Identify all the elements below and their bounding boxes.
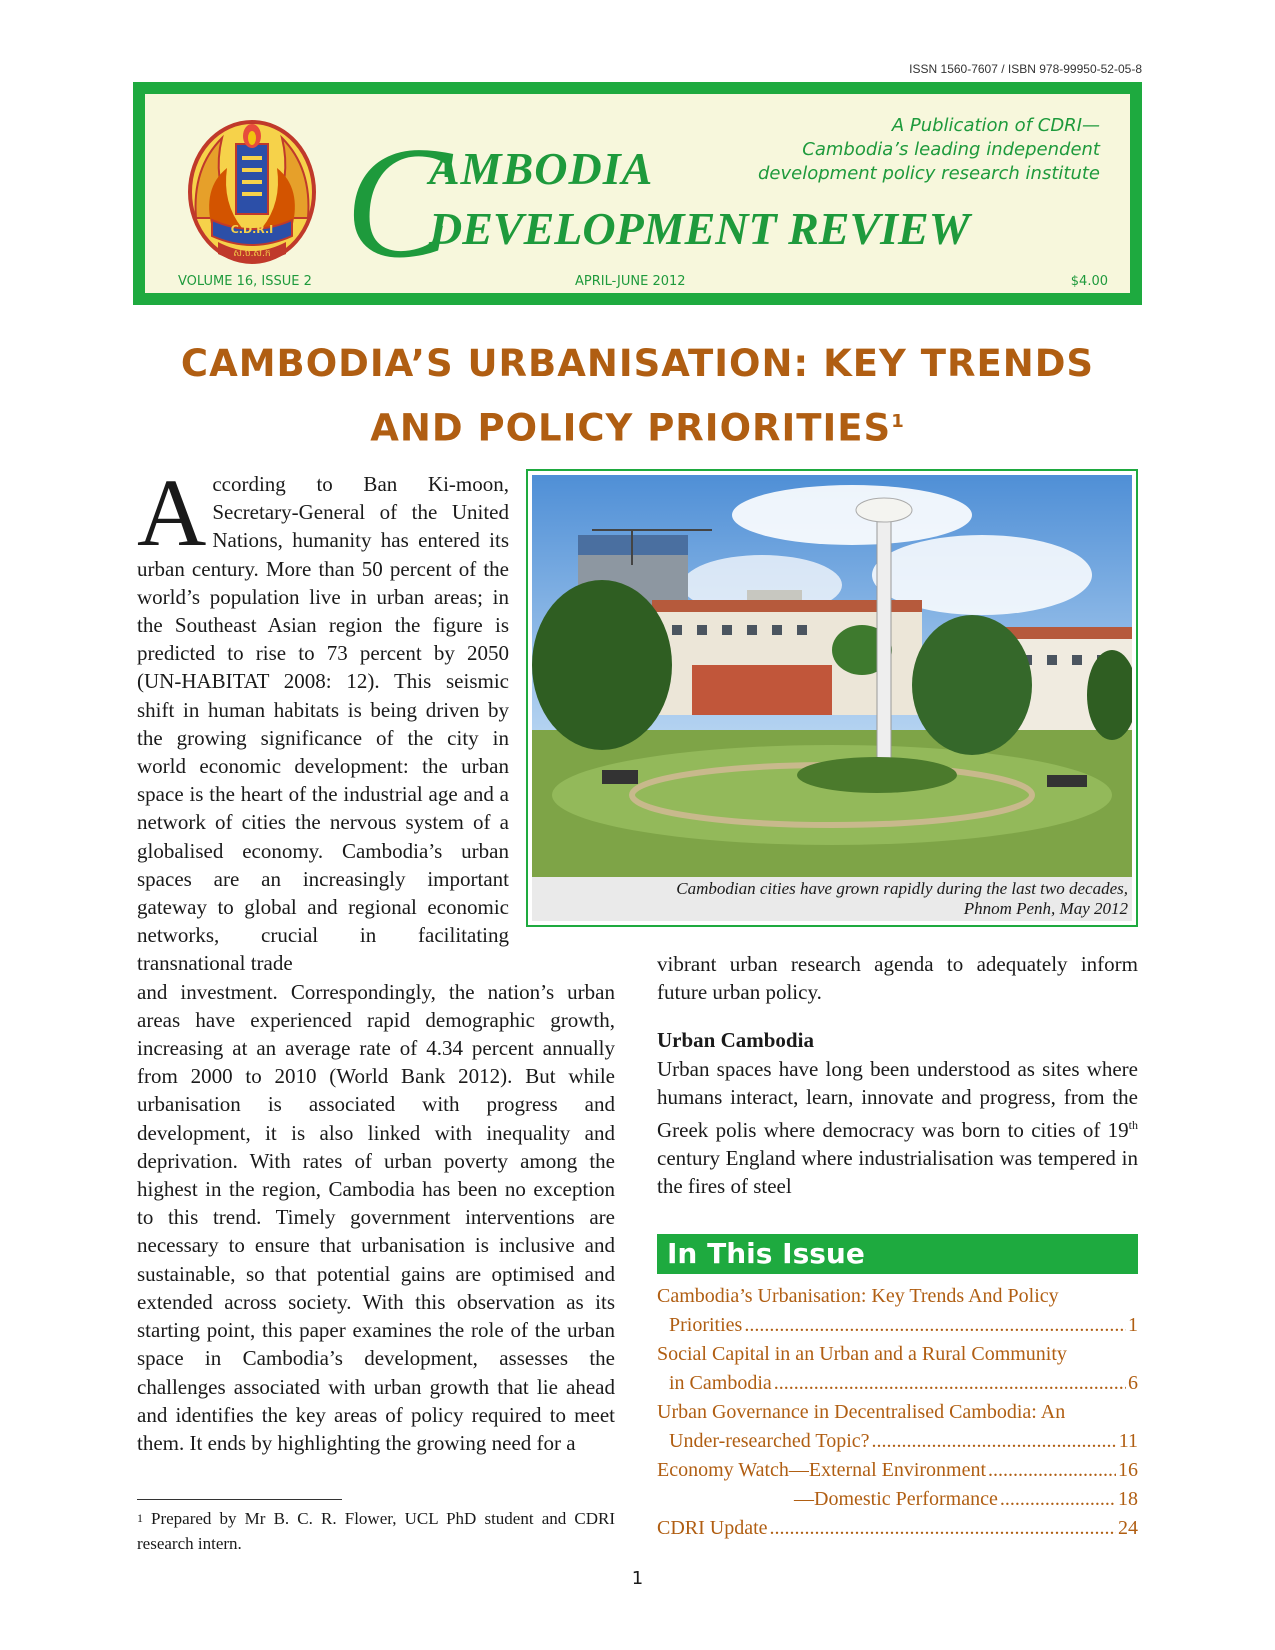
section-heading: Urban Cambodia bbox=[657, 1028, 814, 1053]
masthead bbox=[133, 82, 1142, 305]
toc-page: 11 bbox=[1118, 1430, 1138, 1452]
toc-leader bbox=[770, 1514, 1116, 1543]
toc-item[interactable] bbox=[657, 1514, 1138, 1543]
title-line-1: AMBODIA bbox=[429, 143, 654, 194]
toc-leader bbox=[1000, 1485, 1116, 1514]
section-text-a: Urban spaces have long been understood as sites where humans interact, learn, innovate and progress, from the Greek polis where democracy was born to cities of 19 bbox=[657, 1056, 1138, 1143]
toc-page: 18 bbox=[1118, 1488, 1138, 1510]
toc-page: 1 bbox=[1128, 1314, 1138, 1336]
photo-caption bbox=[532, 877, 1132, 921]
volume-issue: VOLUME 16, ISSUE 2 bbox=[178, 274, 312, 289]
tagline-line: development policy research institute bbox=[758, 163, 1100, 184]
issn-isbn: ISSN 1560-7607 / ISBN 978-99950-52-05-8 bbox=[909, 62, 1142, 76]
logo-text: C.D.R.I bbox=[230, 223, 274, 236]
toc-title: Economy Watch—External Environment bbox=[657, 1459, 987, 1481]
toc-line-1: Urban Governance in Decentralised Cambodia: An bbox=[657, 1401, 1066, 1423]
tagline-line: Cambodia’s leading independent bbox=[802, 139, 1100, 160]
article-paragraph-cont: vibrant urban research agenda to adequately inform future urban policy. bbox=[657, 952, 1138, 1005]
cdri-logo-icon bbox=[182, 108, 322, 268]
toc-leader bbox=[872, 1427, 1117, 1456]
toc-leader bbox=[988, 1456, 1116, 1485]
toc-line-1: Social Capital in an Urban and a Rural Community bbox=[657, 1343, 1067, 1365]
headline-line-1: CAMBODIA’S URBANISATION: KEY TRENDS bbox=[180, 342, 1095, 385]
toc-leader bbox=[774, 1369, 1126, 1398]
headline-line-2-text: AND POLICY PRIORITIES bbox=[370, 406, 892, 450]
drop-cap: A bbox=[137, 459, 207, 566]
section-text-b: century England where industrialisation was tempered in the fires of steel bbox=[657, 1146, 1138, 1199]
publication-tagline bbox=[758, 114, 1100, 186]
in-this-issue-box bbox=[657, 1234, 1138, 1543]
toc-title: Under-researched Topic? bbox=[669, 1430, 870, 1452]
article-photo bbox=[526, 469, 1138, 927]
footnote-mark: 1 bbox=[137, 1511, 143, 1525]
title-initial: C bbox=[345, 113, 452, 291]
toc-item[interactable] bbox=[657, 1456, 1138, 1485]
issue-date: APRIL-JUNE 2012 bbox=[575, 274, 686, 289]
toc-title: Priorities bbox=[669, 1314, 743, 1336]
caption-line: Cambodian cities have grown rapidly during the last two decades, bbox=[676, 879, 1128, 898]
caption-line: Phnom Penh, May 2012 bbox=[963, 899, 1128, 918]
toc-title: in Cambodia bbox=[669, 1372, 772, 1394]
section-paragraph bbox=[657, 1055, 1138, 1201]
page-number: 1 bbox=[631, 1568, 644, 1589]
toc-item[interactable] bbox=[657, 1398, 1138, 1456]
tagline-line: A Publication of CDRI— bbox=[891, 115, 1100, 136]
article-paragraph-continued: and investment. Correspondingly, the nation’s urban areas have experienced rapid demographic growth, increasing at an average rate of 4.34 percent annually from 2000 to 2010 (World Bank 2012). But while urbanisation is associated with progress and development, it is also linked with inequality and deprivation. With rates of urban poverty among the highest in the region, Cambodia has been no exception to this trend. Timely government interventions are necessary to ensure that urbanisation is inclusive and sustainable, so that potential gains are optimised and extended across society. With this observation as its starting point, this paper examines the role of the urban space in Cambodia’s development, assesses the challenges associated with urban growth that lie ahead and identifies the key areas of policy required to meet them. It ends by highlighting the growing need for a bbox=[137, 979, 615, 1455]
toc-item[interactable] bbox=[657, 1485, 1138, 1514]
headline-footnote-mark: 1 bbox=[891, 411, 905, 432]
article-paragraph-intro bbox=[137, 459, 509, 978]
article-headline bbox=[133, 335, 1142, 457]
title-line-2: DEVELOPMENT REVIEW bbox=[429, 203, 970, 254]
toc-title: —Domestic Performance bbox=[794, 1488, 998, 1510]
issue-price: $4.00 bbox=[1070, 274, 1108, 289]
footnote-text: Prepared by Mr B. C. R. Flower, UCL PhD student and CDRI research intern. bbox=[137, 1509, 615, 1553]
footnote bbox=[137, 1506, 615, 1556]
article-column-2 bbox=[657, 950, 1138, 1201]
toc-item[interactable] bbox=[657, 1282, 1138, 1340]
toc-page: 16 bbox=[1118, 1459, 1138, 1481]
toc-line-1: Cambodia’s Urbanisation: Key Trends And Policy bbox=[657, 1285, 1059, 1307]
intro-text: ccording to Ban Ki-moon, Secretary-General of the United Nations, humanity has entered its urban century. More than 50 percent of the world’s population live in urban areas; in the Southeast Asian region the figure is predicted to rise to 73 percent by 2050 (UN-HABITAT 2008: 12). This seismic shift in human habitats is being driven by the growing significance of the city in world economic development: the urban space is the heart of the industrial age and a network of cities the nervous system of a globalised economy. Cambodia’s urban spaces are an increasingly important gateway to global and regional economic networks, crucial in facilitating transnational trade bbox=[137, 472, 509, 976]
footnote-divider bbox=[137, 1499, 342, 1500]
toc-leader bbox=[744, 1311, 1126, 1340]
in-this-issue-header: In This Issue bbox=[657, 1234, 1138, 1274]
phnom-penh-photo bbox=[532, 475, 1132, 911]
masthead-inner bbox=[145, 94, 1130, 293]
toc-item[interactable] bbox=[657, 1340, 1138, 1398]
logo-subtext: ស.ប.ស.ក bbox=[233, 249, 271, 259]
toc-page: 24 bbox=[1118, 1517, 1138, 1539]
toc-page: 6 bbox=[1128, 1372, 1138, 1394]
toc-title: CDRI Update bbox=[657, 1517, 768, 1539]
headline-line-2 bbox=[133, 393, 1142, 457]
ordinal-sup: th bbox=[1128, 1118, 1138, 1133]
